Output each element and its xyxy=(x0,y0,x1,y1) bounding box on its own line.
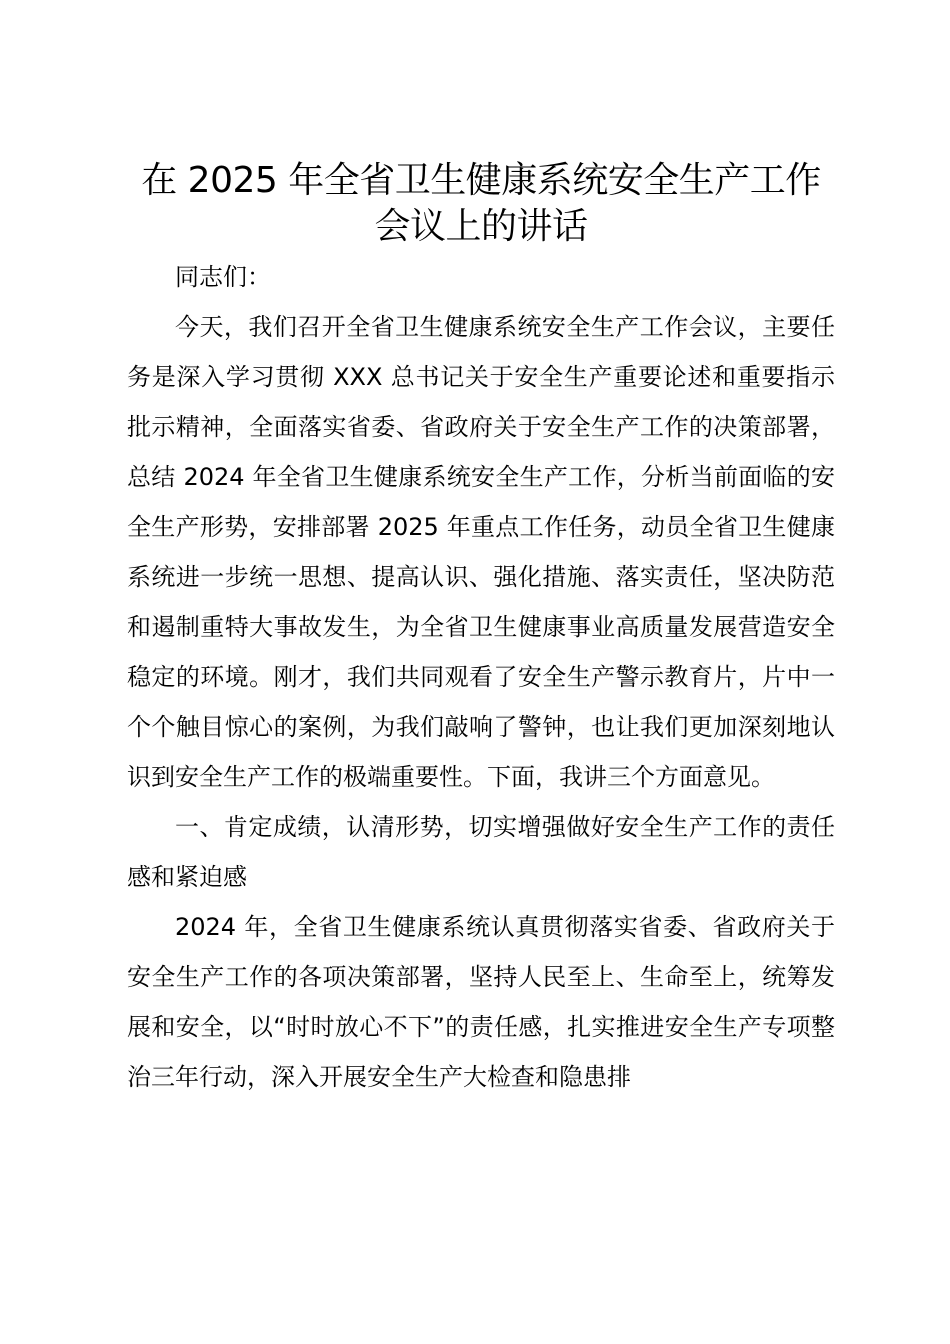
document-title: 在 2025 年全省卫生健康系统安全生产工作会议上的讲话 xyxy=(141,160,821,247)
section-heading-1: 一、肯定成绩，认清形势，切实增强做好安全生产工作的责任感和紧迫感 xyxy=(127,813,835,891)
document-page xyxy=(127,158,835,1102)
paragraph-intro: 今天，我们召开全省卫生健康系统安全生产工作会议，主要任务是深入学习贯彻 XXX 总书记关于安全生产重要论述和重要指示批示精神，全面落实省委、省政府关于安全生产工作的决策部署，总结 2024 年全省卫生健康系统安全生产工作，分析当前面临的安全生产形势，安排部署 2025 年重点工作任务，动员全省卫生健康系统进一步统一思想、提高认识、强化措施、落实责任，坚决防范和遏制重特大事故发生，为全省卫生健康事业高质量发展营造安全稳定的环境。刚才，我们共同观看了安全生产警示教育片，片中一个个触目惊心的案例，为我们敲响了警钟，也让我们更加深刻地认识到安全生产工作的极端重要性。下面，我讲三个方面意见。 xyxy=(127,313,835,791)
salutation: 同志们： xyxy=(175,263,271,291)
paragraph-achievements: 2024 年，全省卫生健康系统认真贯彻落实省委、省政府关于安全生产工作的各项决策部署，坚持人民至上、生命至上，统筹发展和安全，以“时时放心不下”的责任感，扎实推进安全生产专项整治三年行动，深入开展安全生产大检查和隐患排 xyxy=(127,913,835,1091)
